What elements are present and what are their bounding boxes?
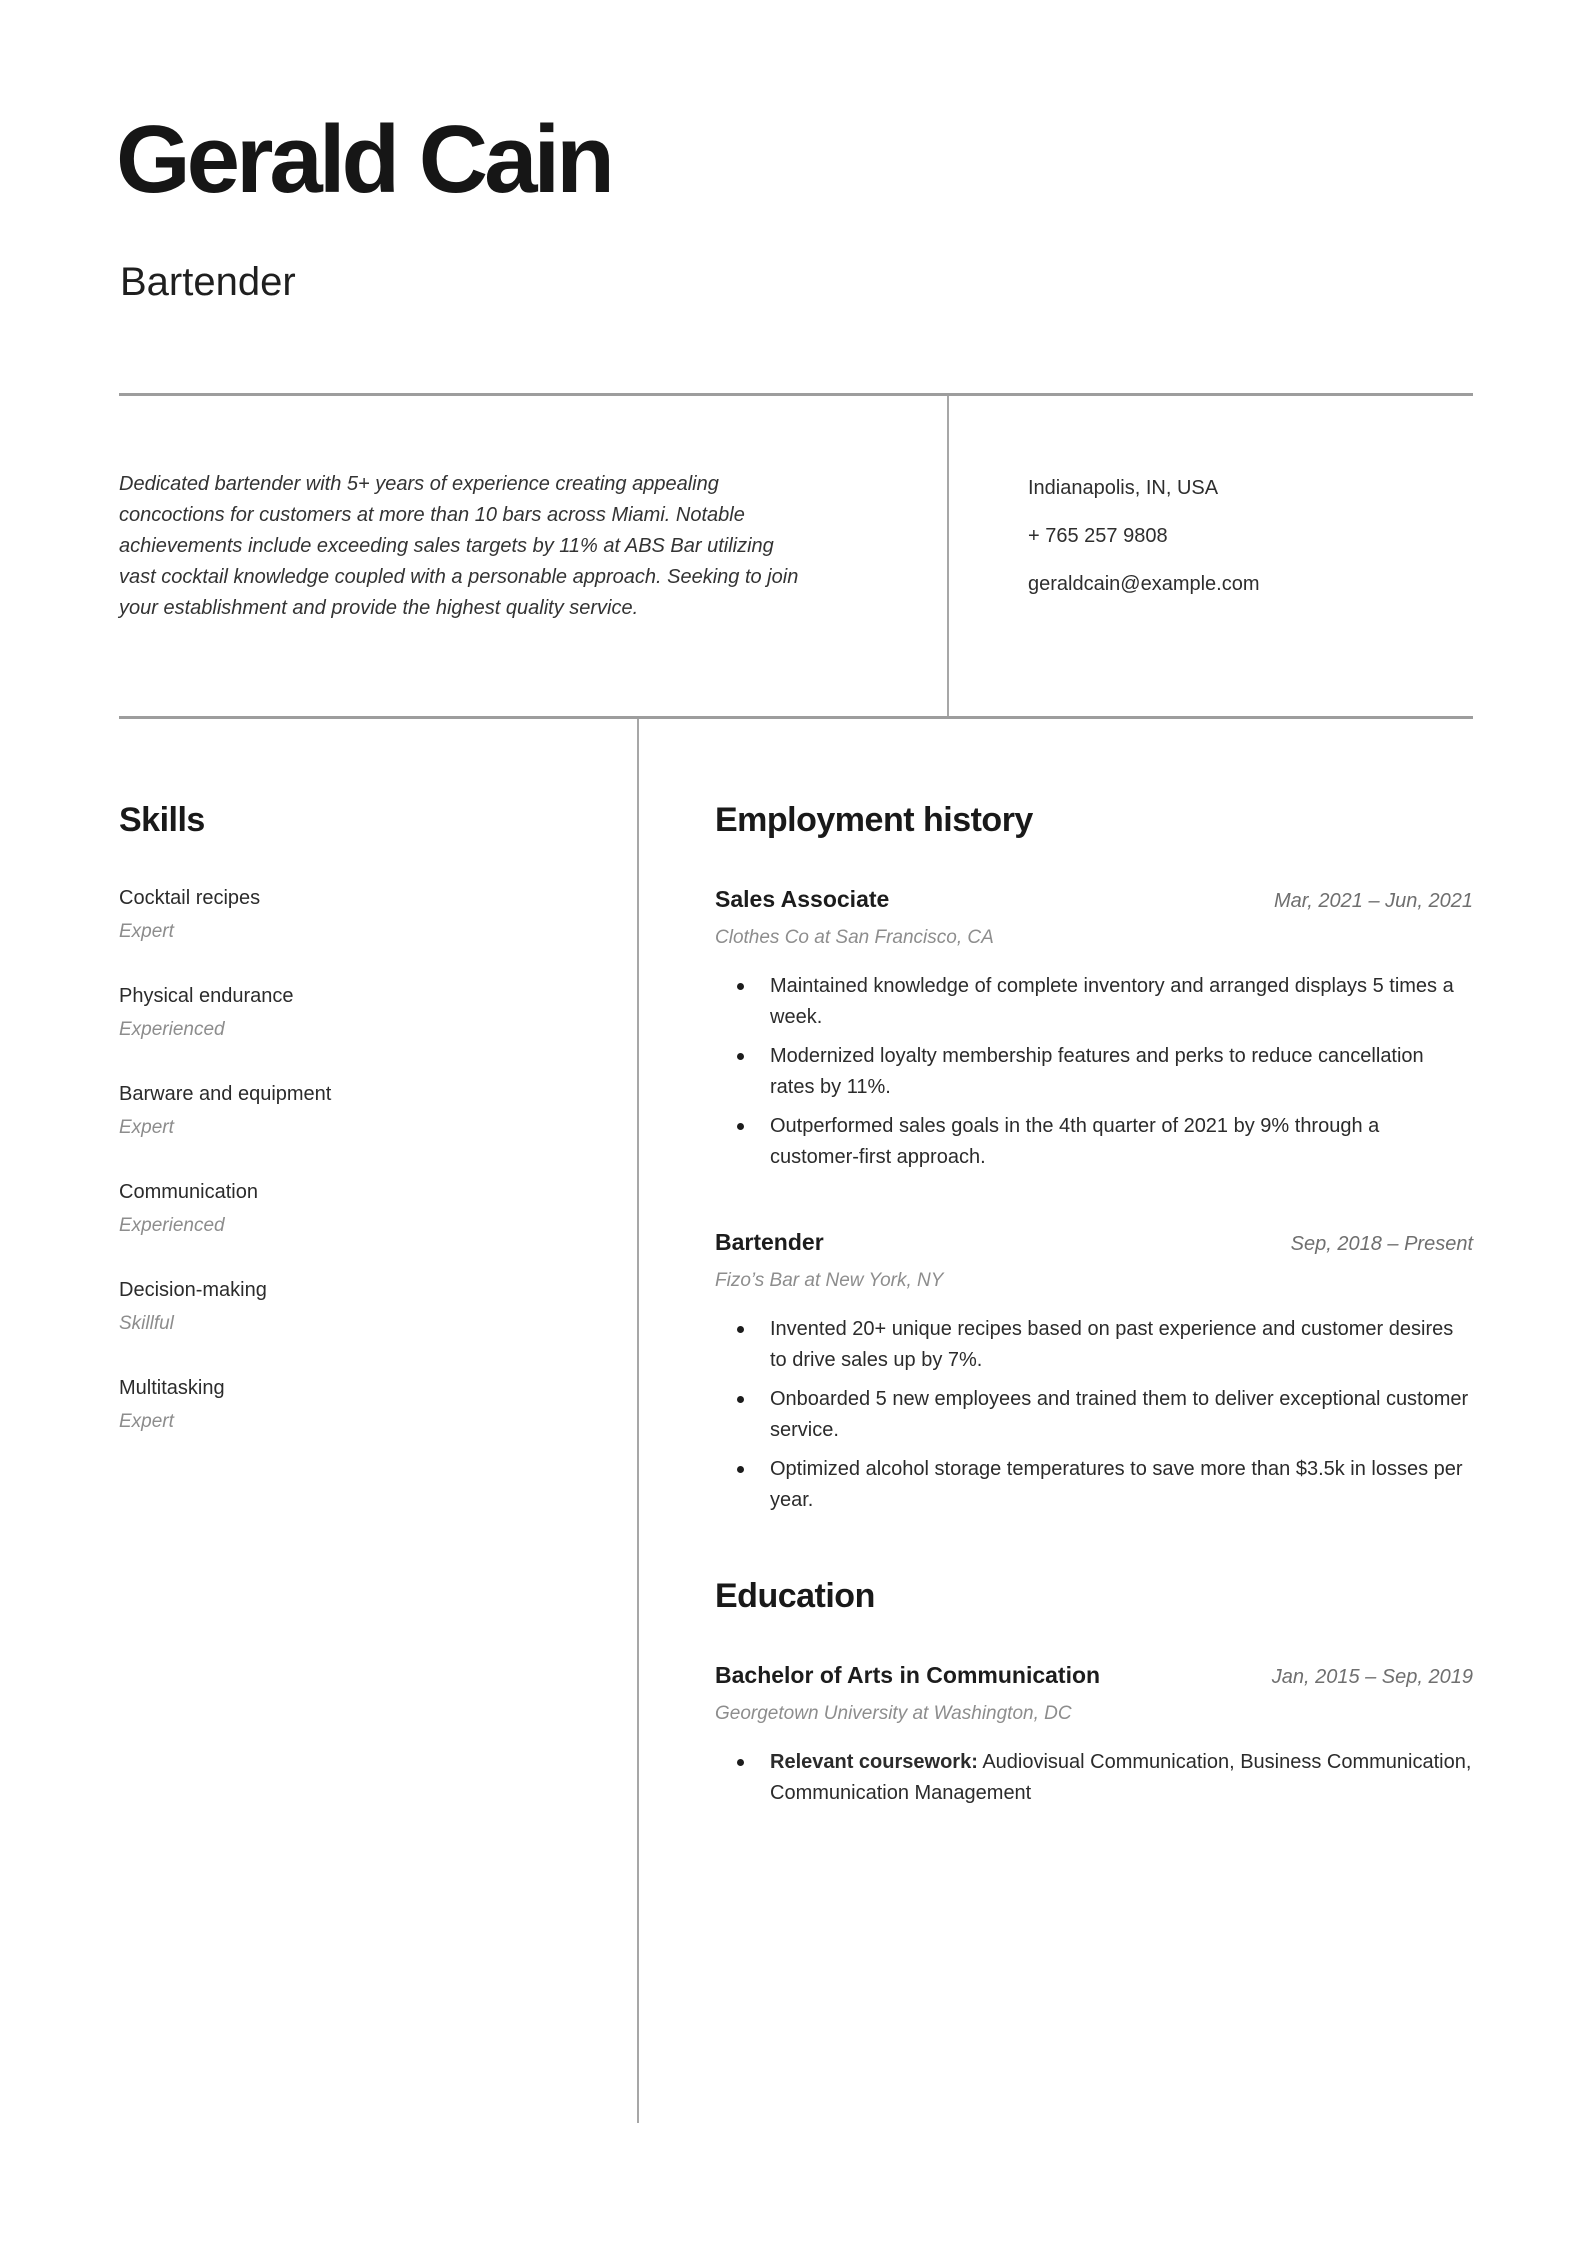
skill-item [119, 886, 589, 943]
candidate-name: Gerald Cain [116, 106, 611, 213]
employment-heading: Employment history [715, 801, 1033, 839]
education-heading: Education [715, 1577, 875, 1615]
bullet-item: Outperformed sales goals in the 4th quarter of 2021 by 9% through a customer-first approach. [715, 1111, 1473, 1173]
skill-name: Barware and equipment [119, 1083, 332, 1105]
employment-list [715, 884, 1473, 1516]
entry-header [715, 884, 1473, 914]
skill-level: Expert [119, 1411, 174, 1432]
skills-heading: Skills [119, 801, 205, 839]
main-column [715, 800, 1473, 1817]
skill-level: Expert [119, 921, 174, 942]
skills-list [119, 886, 589, 1433]
skill-level: Experienced [119, 1019, 225, 1040]
entry-title: Bachelor of Arts in Communication [715, 1662, 1101, 1688]
skill-name: Cocktail recipes [119, 887, 261, 909]
entry-bullets [715, 1314, 1473, 1516]
history-entry [715, 1227, 1473, 1516]
entry-bullets [715, 971, 1473, 1173]
candidate-job-title: Bartender [120, 260, 296, 304]
contact-location: Indianapolis, IN, USA [1028, 477, 1219, 499]
entry-bullets [715, 1747, 1473, 1809]
entry-dates: Sep, 2018 – Present [1290, 1233, 1473, 1255]
bullet-lead: Relevant coursework: [770, 1751, 978, 1773]
skill-name: Multitasking [119, 1377, 225, 1399]
contact-email: geraldcain@example.com [1028, 573, 1260, 595]
education-list [715, 1660, 1473, 1809]
skill-item [119, 1376, 589, 1433]
entry-organization: Clothes Co at San Francisco, CA [715, 927, 994, 948]
entry-title: Bartender [715, 1229, 824, 1255]
skill-item [119, 1180, 589, 1237]
profile-summary: Dedicated bartender with 5+ years of experience creating appealing concoctions for customers at more than 10 bars across Miami. Notable achievements include exceeding sales targets by 11% at ABS Bar utilizing vast cocktail knowledge coupled with a personable approach. Seeking to join your establishment and provide the highest quality service. [119, 473, 799, 619]
entry-header [715, 1660, 1473, 1690]
bullet-item: Relevant coursework: Audiovisual Communication, Business Communication, Communication Management [715, 1747, 1473, 1809]
skills-section [119, 800, 589, 1474]
entry-header [715, 1227, 1473, 1257]
entry-organization: Georgetown University at Washington, DC [715, 1703, 1072, 1724]
skill-name: Physical endurance [119, 985, 294, 1007]
horizontal-rule-mid [119, 716, 1473, 719]
columns-vertical-divider [637, 719, 639, 2123]
horizontal-rule-top [119, 393, 1473, 396]
entry-dates: Jan, 2015 – Sep, 2019 [1271, 1666, 1473, 1688]
entry-organization: Fizo’s Bar at New York, NY [715, 1270, 944, 1291]
skill-level: Experienced [119, 1215, 225, 1236]
bullet-item: Optimized alcohol storage temperatures to save more than $3.5k in losses per year. [715, 1454, 1473, 1516]
header-vertical-divider [947, 396, 949, 716]
bullet-item: Modernized loyalty membership features and perks to reduce cancellation rates by 11%. [715, 1041, 1473, 1103]
entry-title: Sales Associate [715, 886, 890, 912]
contact-block [1028, 476, 1260, 620]
contact-phone: + 765 257 9808 [1028, 525, 1168, 547]
skill-item [119, 1278, 589, 1335]
history-entry [715, 884, 1473, 1173]
bullet-item: Onboarded 5 new employees and trained them to deliver exceptional customer service. [715, 1384, 1473, 1446]
skill-level: Skillful [119, 1313, 174, 1334]
skill-level: Expert [119, 1117, 174, 1138]
skill-item [119, 1082, 589, 1139]
history-entry [715, 1660, 1473, 1809]
bullet-item: Maintained knowledge of complete inventory and arranged displays 5 times a week. [715, 971, 1473, 1033]
skill-name: Decision-making [119, 1279, 267, 1301]
skill-item [119, 984, 589, 1041]
entry-dates: Mar, 2021 – Jun, 2021 [1273, 890, 1473, 912]
skill-name: Communication [119, 1181, 258, 1203]
bullet-item: Invented 20+ unique recipes based on past experience and customer desires to drive sales up by 7%. [715, 1314, 1473, 1376]
